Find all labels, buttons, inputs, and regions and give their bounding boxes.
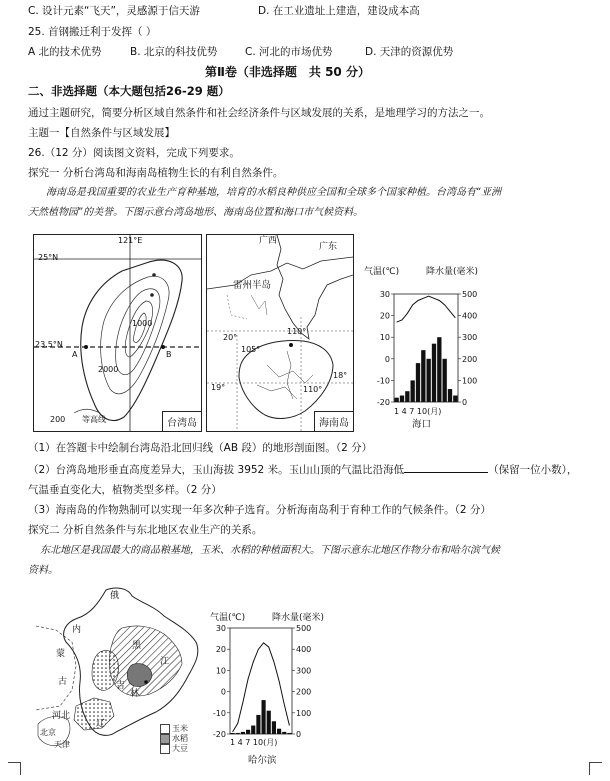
haikou-temp-label: 气温(℃) <box>364 267 400 277</box>
harbin-temp-tick-label: 0 <box>220 687 226 697</box>
q25-option-d: D. 天津的资源优势 <box>365 46 454 58</box>
ne-label-hebei: 河北 <box>52 711 71 721</box>
passage2-line2: 资料。 <box>28 565 58 576</box>
part2-title: 第Ⅱ卷（非选择题 共 50 分） <box>205 65 370 79</box>
passage1-line2: 天然植物园”的美誉。下图示意台湾岛地形、海南岛位置和海口市气候资料。 <box>28 207 364 218</box>
haikou-temp-tick-label: -20 <box>376 398 390 407</box>
haikou-precip-bar-1 <box>395 398 399 402</box>
ne-label-beijing: 北京 <box>40 728 56 737</box>
haikou-precip-bar-10 <box>443 359 447 402</box>
ne-label-lin: 林 <box>130 689 140 699</box>
hainan-label-guangxi: 广西 <box>259 236 278 246</box>
haikou-precip-tick-label: 200 <box>462 354 478 364</box>
taiwan-summit-marker-1 <box>152 273 156 277</box>
ne-label-gu: 古 <box>58 677 68 687</box>
taiwan-name-box <box>162 411 201 431</box>
taiwan-summit-marker-2 <box>150 293 154 297</box>
harbin-precip-tick-label: 0 <box>296 730 302 739</box>
section2-title: 二、非选择题（本大题包括26-29 题） <box>28 84 230 98</box>
hainan-label-leizhou: 雷州半岛 <box>233 280 272 291</box>
corner-mark-left <box>8 762 21 775</box>
sub-question-2-b: 气温垂直变化大，植物类型多样。（2 分） <box>28 484 222 496</box>
legend-corn: 玉米 <box>172 724 188 733</box>
harbin-precip-tick-label: 300 <box>296 666 312 676</box>
sub-question-2-suffix: （保留一位小数）， <box>488 464 578 476</box>
harbin-precip-tick-label: 100 <box>296 708 312 718</box>
hainan-lat20: 20° <box>223 333 238 342</box>
taiwan-map <box>33 234 202 432</box>
sub-question-2-a <box>28 462 577 477</box>
harbin-temp-tick-label: 30 <box>215 624 226 633</box>
haikou-month-ticks: 1 4 7 10(月) <box>394 407 442 416</box>
harbin-precip-tick-label: 500 <box>296 624 312 633</box>
sub-question-3: （3）海南岛的作物熟制可以实现一年多次种子选育。分析海南岛利于育种工作的气候条件。（2 分） <box>28 504 491 516</box>
hainan-name: 海南岛 <box>319 418 349 429</box>
intro-text: 通过主题研究，简要分析区域自然条件和社会经济条件与区域发展的关系，是地理学习的方法之一。 <box>28 107 490 119</box>
haikou-climate-chart <box>360 268 500 433</box>
haikou-temp-tick-label: 0 <box>384 354 390 364</box>
haikou-temp-line <box>397 296 456 322</box>
ne-label-inner: 内 <box>72 625 82 635</box>
haikou-precip-bar-5 <box>416 363 420 402</box>
harbin-precip-bar-4 <box>246 730 250 734</box>
q25-option-a: A 北的技术优势 <box>28 46 102 58</box>
answer-blank[interactable] <box>404 462 488 473</box>
harbin-precip-bar-1 <box>231 733 235 734</box>
sub-question-1: （1）在答题卡中绘制台湾岛沿北回归线（AB 段）的地形剖面图。（2 分） <box>28 442 373 454</box>
haikou-precip-bar-6 <box>421 350 425 402</box>
ne-label-russia: 俄 <box>110 591 120 601</box>
taiwan-contour-2000: 2000 <box>98 365 119 374</box>
harbin-precip-bar-11 <box>282 732 286 734</box>
taiwan-contour-200: 200 <box>50 415 66 424</box>
taiwan-contour-1000: 1000 <box>132 319 153 328</box>
q26-stem: 26.（12 分）阅读图文资料，完成下列要求。 <box>28 147 240 159</box>
q25-option-b: B. 北京的科技优势 <box>130 46 218 58</box>
taiwan-lat25-label: 25°N <box>38 253 59 262</box>
harbin-temp-tick-label: -10 <box>212 708 226 718</box>
taiwan-point-a: A <box>72 350 78 359</box>
q25-option-c: C. 河北的市场优势 <box>245 46 333 58</box>
haikou-precip-tick-label: 300 <box>462 333 478 343</box>
haikou-precip-bar-12 <box>453 396 457 402</box>
haikou-precip-tick-label: 0 <box>462 398 468 407</box>
harbin-temp-line <box>233 643 290 732</box>
harbin-precip-bar-12 <box>287 733 291 734</box>
haikou-precip-tick-label: 400 <box>462 311 478 321</box>
legend-corn-swatch <box>160 724 170 734</box>
taiwan-contour-svg <box>34 235 201 431</box>
explore2-title: 探究二 分析自然条件与东北地区农业生产的关系。 <box>28 524 263 536</box>
hainan-name-box <box>314 411 353 431</box>
taiwan-name: 台湾岛 <box>167 418 197 429</box>
ne-label-meng: 蒙 <box>56 649 66 659</box>
haikou-precip-bar-7 <box>427 359 431 402</box>
point-b-marker <box>161 345 165 349</box>
ne-label-tianjin: 天津 <box>54 740 70 749</box>
hainan-lat18: 18° <box>333 371 348 380</box>
legend-soy-swatch <box>160 744 170 754</box>
harbin-precip-bar-6 <box>256 715 260 734</box>
explore1-title: 探究一 分析台湾岛和海南岛植物生长的有利自然条件。 <box>28 167 284 179</box>
harbin-precip-label: 降水量(毫米) <box>272 613 325 623</box>
sub-question-2-text: （2）台湾岛地形垂直高度差异大，玉山海拔 3952 米。玉山山顶的气温比沿海低 <box>28 464 405 476</box>
haikou-precip-bar-4 <box>411 380 415 402</box>
harbin-temp-tick-label: 20 <box>215 645 226 655</box>
haikou-plot-frame <box>394 294 458 402</box>
harbin-temp-label: 气温(℃) <box>210 613 246 623</box>
harbin-precip-tick-label: 200 <box>296 687 312 697</box>
ne-label-liao: 辽 <box>96 719 106 729</box>
haikou-city-label: 海口 <box>412 419 432 430</box>
haikou-precip-bar-2 <box>400 396 404 402</box>
harbin-precip-bar-7 <box>262 700 266 734</box>
hainan-lon105: 105° <box>241 345 261 354</box>
haikou-temp-tick-label: -10 <box>376 376 390 386</box>
legend-rice-swatch <box>160 734 170 744</box>
q24-option-c: C. 设计元素“飞天”，灵感源于信天游 <box>28 5 200 17</box>
haikou-precip-bar-9 <box>437 337 441 402</box>
hainan-lon110-top: 110° <box>287 327 307 336</box>
q24-option-d: D. 在工业遗址上建造，建设成本高 <box>258 5 420 17</box>
hainan-lon110-bottom: 110° <box>303 385 323 394</box>
legend-soy: 大豆 <box>172 744 188 753</box>
northeast-crop-map <box>36 586 211 758</box>
haikou-temp-tick-label: 10 <box>379 333 390 343</box>
point-a-marker <box>84 345 88 349</box>
harbin-temp-tick-label: 10 <box>215 666 226 676</box>
harbin-precip-bar-5 <box>251 726 255 734</box>
passage2-line1: 东北地区是我国最大的商品粮基地，玉米、水稻的种植面积大。下图示意东北地区作物分布和哈尔滨气候 <box>40 545 500 556</box>
harbin-precip-bar-8 <box>267 711 271 734</box>
hainan-map <box>206 234 354 432</box>
harbin-month-ticks: 1 4 7 10(月) <box>230 738 278 747</box>
harbin-temp-tick-label: -20 <box>212 730 226 739</box>
haikou-temp-tick-label: 20 <box>379 311 390 321</box>
q25-stem: 25. 首钢搬迁利于发挥（ ） <box>28 26 157 38</box>
harbin-precip-tick-label: 400 <box>296 645 312 655</box>
taiwan-lat23-label: 23.5°N <box>35 340 63 349</box>
ne-label-ji: 吉 <box>116 681 126 691</box>
ne-label-hei: 黑 <box>132 641 142 651</box>
harbin-city-label: 哈尔滨 <box>248 755 277 766</box>
taiwan-legend-contour: 等高线 <box>82 415 106 424</box>
haikou-temp-tick-label: 30 <box>379 290 390 299</box>
haikou-precip-tick-label: 100 <box>462 376 478 386</box>
haikou-precip-label: 降水量(毫米) <box>426 267 479 277</box>
taiwan-point-b: B <box>166 350 172 359</box>
haikou-precip-bar-11 <box>448 389 452 402</box>
legend-rice: 水稻 <box>172 734 188 743</box>
harbin-precip-bar-2 <box>236 733 240 734</box>
ne-label-jiang: 江 <box>160 657 170 667</box>
hainan-lat19: 19° <box>211 383 226 392</box>
corner-mark-right <box>589 762 602 775</box>
harbin-climate-chart <box>206 614 346 774</box>
harbin-precip-bar-9 <box>272 721 276 734</box>
harbin-chart-svg <box>206 614 346 774</box>
taiwan-lon-label: 121°E <box>118 236 143 245</box>
harbin-precip-bar-10 <box>277 729 281 734</box>
haikou-precip-bar-8 <box>432 344 436 402</box>
hainan-label-guangdong: 广东 <box>319 242 338 252</box>
harbin-precip-bar-3 <box>241 732 245 734</box>
haikou-city-marker <box>289 343 293 347</box>
passage1-line1: 海南岛是我国重要的农业生产育种基地，培育的水稻良种供应全国和全球多个国家种植。台湾岛有“亚洲 <box>46 187 502 198</box>
theme1-title: 主题一【自然条件与区域发展】 <box>28 127 175 139</box>
harbin-city-marker <box>144 680 148 684</box>
haikou-precip-bar-3 <box>405 391 409 402</box>
haikou-precip-tick-label: 500 <box>462 290 478 299</box>
